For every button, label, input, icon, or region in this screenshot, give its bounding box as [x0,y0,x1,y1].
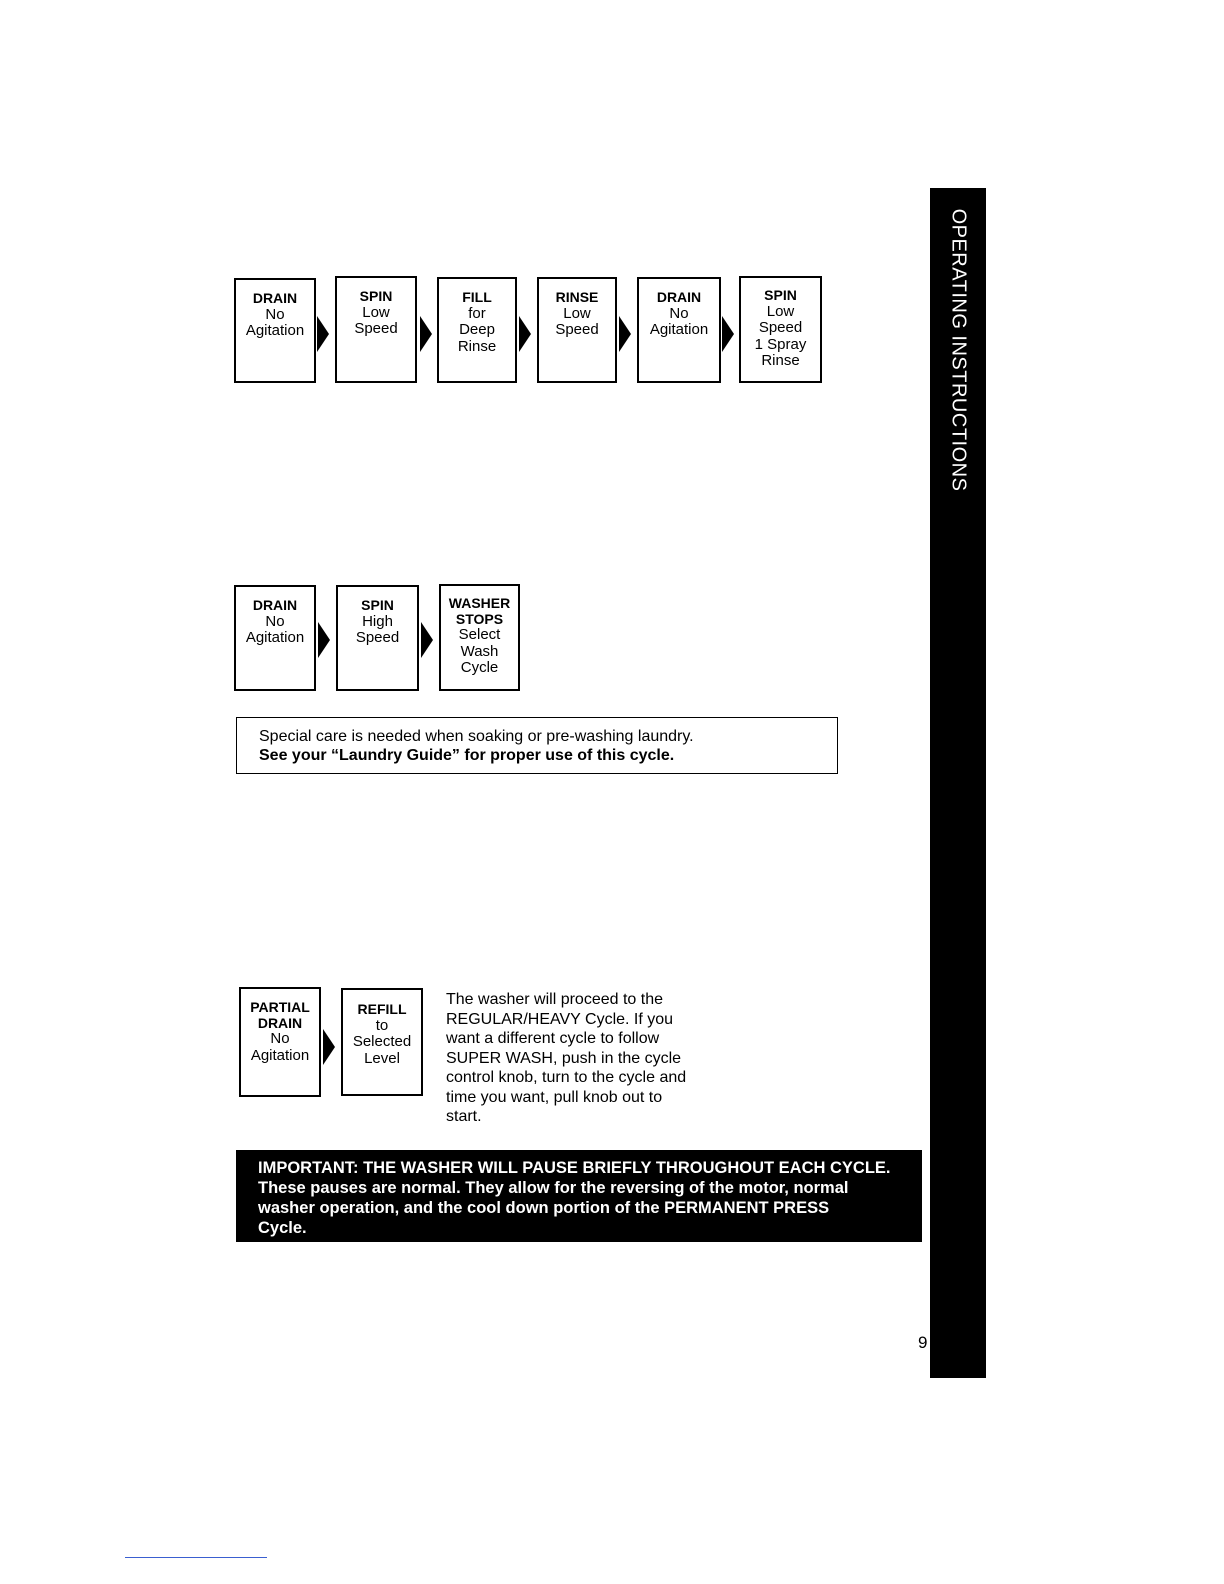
flow-arrow-icon [722,316,734,352]
flow1-step-drain-2: DRAIN No Agitation [637,277,721,383]
important-notice: IMPORTANT: THE WASHER WILL PAUSE BRIEFLY THROUGHOUT EACH CYCLE. These pauses are normal. They allow for the reversing of the motor, normal washer operation, and the cool down portion of the PERMANENT PRESS Cycle. [236,1150,922,1242]
flow-arrow-icon [317,316,329,352]
flow1-step-fill: FILL for Deep Rinse [437,277,517,383]
special-care-notice: Special care is needed when soaking or pre-washing laundry. See your “Laundry Guide” for proper use of this cycle. [236,717,838,774]
flow3-step-refill: REFILL to Selected Level [341,988,423,1096]
flow-arrow-icon [421,622,433,658]
flow1-step-rinse: RINSE Low Speed [537,277,617,383]
flow-arrow-icon [519,316,531,352]
flow2-step-washer-stops: WASHER STOPS Select Wash Cycle [439,584,520,691]
page-number: 9 [918,1333,928,1352]
flow2-step-spin: SPIN High Speed [336,585,419,691]
footnote-divider [125,1557,267,1558]
flow1-step-spin: SPIN Low Speed [335,276,417,383]
flow-arrow-icon [318,622,330,658]
flow1-step-drain: DRAIN No Agitation [234,278,316,383]
flow-arrow-icon [619,316,631,352]
flow-arrow-icon [323,1029,335,1065]
side-tab-title: OPERATING INSTRUCTIONS [947,208,970,492]
cycle-description: The washer will proceed to the REGULAR/HEAVY Cycle. If you want a different cycle to follow SUPER WASH, push in the cycle control knob, turn to the cycle and time you want, pull knob out to start. [446,991,687,1125]
flow1-step-spin-2: SPIN Low Speed 1 Spray Rinse [739,276,822,383]
flow-arrow-icon [420,316,432,352]
flow2-step-drain: DRAIN No Agitation [234,585,316,691]
flow3-step-partial-drain: PARTIAL DRAIN No Agitation [239,987,321,1097]
